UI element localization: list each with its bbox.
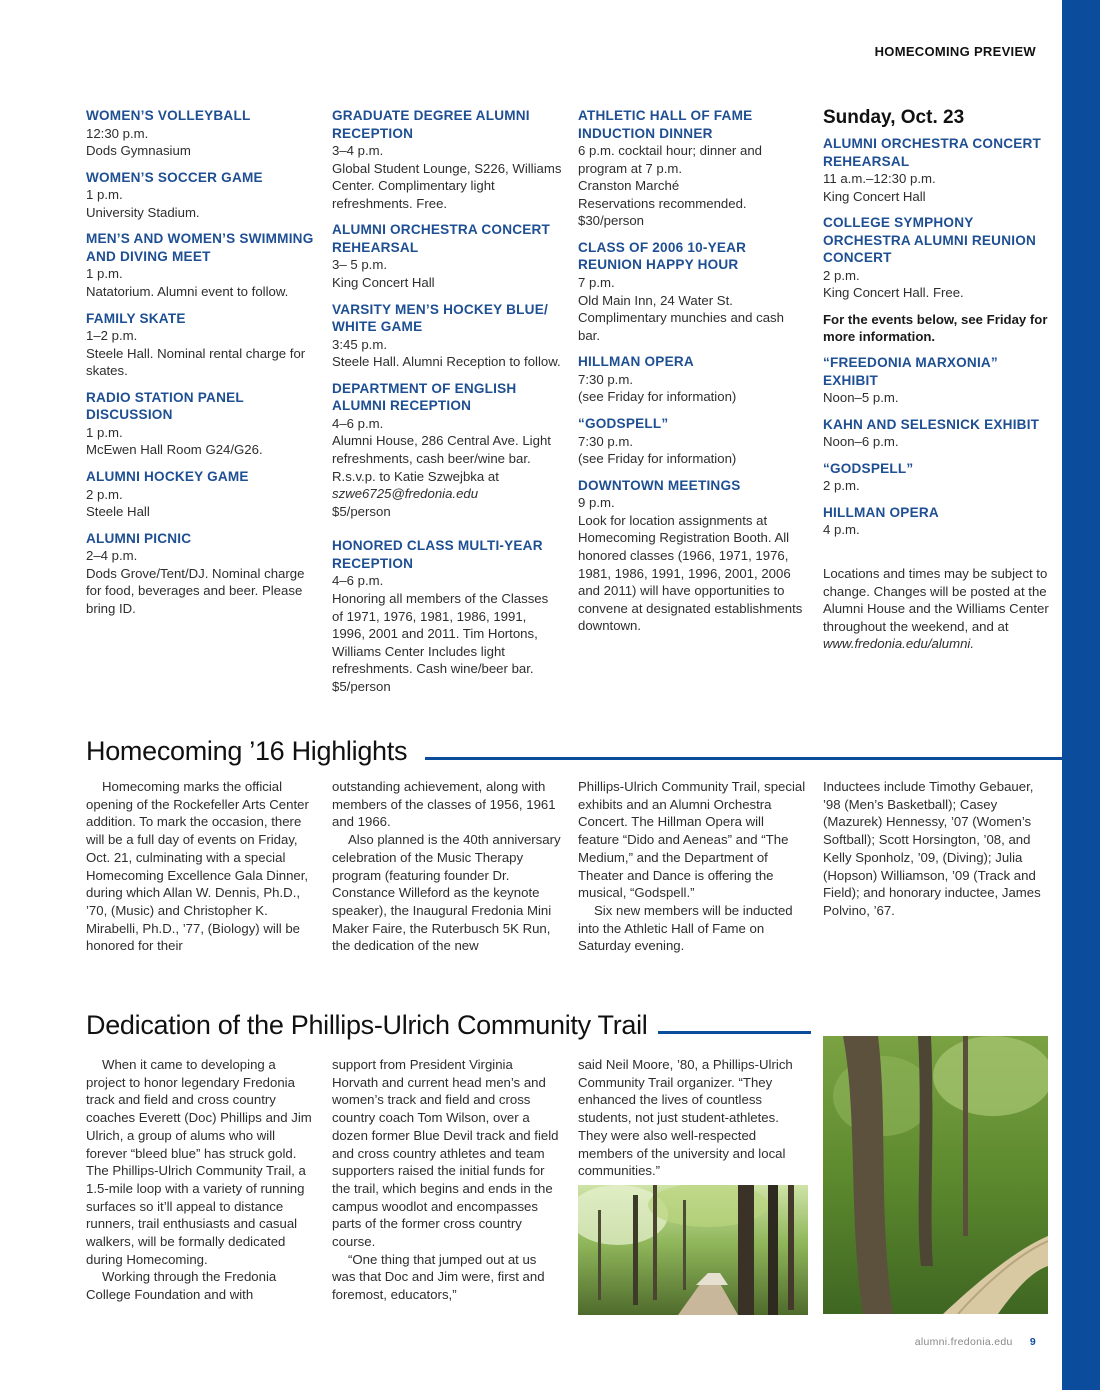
event-time: 12:30 p.m.: [86, 125, 149, 141]
event-item: [578, 415, 808, 468]
event-time: 3–4 p.m.: [332, 143, 384, 158]
event-time: 7:30 p.m.: [578, 371, 633, 387]
event-detail: Dods Grove/Tent/DJ. Nominal charge for food, beverages and beer. Please bring ID.: [86, 565, 305, 616]
event-price: $5/person: [332, 503, 391, 519]
event-time: 2 p.m.: [823, 267, 860, 283]
event-title: KAHN AND SELESNICK EXHIBIT: [823, 416, 1040, 432]
event-detail: King Concert Hall: [823, 188, 926, 204]
event-title: CLASS OF 2006 10-YEAR REUNION HAPPY HOUR: [578, 239, 747, 273]
event-detail: King Concert Hall. Free.: [823, 285, 964, 301]
page-number: 9: [1029, 1336, 1036, 1348]
page-footer: [915, 1336, 1036, 1348]
event-title: ALUMNI PICNIC: [86, 530, 192, 546]
event-title: DOWNTOWN MEETINGS: [578, 477, 741, 493]
event-item: [86, 530, 316, 618]
event-time: 7 p.m.: [578, 274, 615, 290]
event-item: [823, 460, 1053, 495]
schedule-column-1: [86, 107, 316, 627]
highlights-column-1: Homecoming marks the official opening of the Rockefeller Arts Center addition. To mark the occasion, there will be a full day of events on Friday, Oct. 21, culminating with a special Homecoming Excellence Gala Dinner, during which Allan W. Dennis, Ph.D., ’70, (Music) and Christopher K. Mirabelli, Ph.D., ’77, (Biology) will be honored for their: [86, 779, 309, 954]
event-item: [332, 107, 562, 212]
event-time: 4–6 p.m.: [332, 415, 384, 431]
event-item: [823, 504, 1053, 539]
event-title: “GODSPELL”: [823, 460, 914, 476]
see-friday-note: For the events below, see Friday for more information.: [823, 311, 1048, 345]
event-title: ALUMNI HOCKEY GAME: [86, 469, 249, 485]
event-item: [823, 354, 1053, 407]
dedication-column-1: When it came to developing a project to honor legendary Fredonia track and field and cross country coaches Everett (Doc) Phillips and Jim Ulrich, a group of alums who will forever “bleed blue” has struck gold. The Phillips-Ulrich Community Trail, a 1.5-mile loop with a variety of running surfaces so it’ll appeal to distance runners, trail enthusiasts and casual walkers, will be formally dedicated during Homecoming. Working through the Fredonia College Foundation and with: [86, 1057, 312, 1303]
event-item: [332, 301, 562, 371]
event-title: DEPARTMENT OF ENGLISH ALUMNI RECEPTION: [332, 380, 517, 414]
event-time: 3:45 p.m.: [332, 336, 387, 352]
event-detail: Cranston Marché: [578, 178, 680, 194]
highlights-title: Homecoming ’16 Highlights: [86, 736, 408, 766]
event-item: [578, 477, 808, 635]
event-item: [86, 468, 316, 521]
event-item: [578, 353, 808, 406]
heading-rule: [658, 1031, 811, 1034]
event-time: Noon–6 p.m.: [823, 434, 899, 450]
alumni-web-link[interactable]: www.fredonia.edu/alumni.: [823, 636, 975, 652]
event-detail: Alumni House, 286 Central Ave. Light refreshments, cash beer/wine bar. R.s.v.p. to Katie Szwejbka at: [332, 433, 551, 484]
event-detail: Global Student Lounge, S226, Williams Center. Complimentary light refreshments. Free.: [332, 160, 562, 211]
highlights-column-4: Inductees include Timothy Gebauer, ’98 (Men’s Basketball); Casey (Mazurek) Hennessy, ’07 (Women’s Softball); Scott Horsington, ’08, and Kelly Sponholz, ’09, (Diving); Julia (Hopson) Williamson, ’09 (Track and Field); and honorary inductee, James Polvino, ’67.: [823, 779, 1041, 918]
event-title: COLLEGE SYMPHONY ORCHESTRA ALUMNI REUNION CONCERT: [823, 215, 1036, 266]
event-detail: Honoring all members of the Classes of 1971, 1976, 1981, 1986, 1991, 1996, 2001 and 2011. Tim Hortons, Williams Center Includes light refreshments. Cash wine/beer bar. $5/person: [332, 590, 549, 694]
boardwalk-trail-photo: [823, 1036, 1048, 1314]
event-time: 9 p.m.: [578, 495, 615, 511]
dedication-title: Dedication of the Phillips-Ulrich Community Trail: [86, 1010, 648, 1040]
event-detail: Old Main Inn, 24 Water St. Complimentary munchies and cash bar.: [578, 292, 784, 343]
event-detail: Dods Gymnasium: [86, 143, 191, 159]
event-time: 2 p.m.: [86, 486, 123, 502]
schedule-column-3: [578, 107, 808, 644]
event-title: HILLMAN OPERA: [578, 354, 694, 370]
event-time: 2 p.m.: [823, 478, 860, 494]
event-title: HILLMAN OPERA: [823, 504, 939, 520]
event-detail: King Concert Hall: [332, 274, 435, 290]
footer-site[interactable]: alumni.fredonia.edu: [914, 1336, 1013, 1348]
event-detail: McEwen Hall Room G24/G26.: [86, 442, 263, 458]
event-item: [578, 107, 808, 230]
event-title: “GODSPELL”: [578, 416, 669, 432]
event-title: ALUMNI ORCHESTRA CONCERT REHEARSAL: [332, 222, 551, 255]
event-item: [86, 389, 316, 459]
event-time: 1 p.m.: [86, 266, 123, 282]
event-detail: Steele Hall. Nominal rental charge for skates.: [86, 345, 306, 379]
event-time: 1 p.m.: [86, 187, 123, 203]
event-title: “FREEDONIA MARXONIA” EXHIBIT: [823, 355, 998, 388]
event-detail: University Stadium.: [86, 204, 200, 220]
event-time: Noon–5 p.m.: [823, 390, 899, 406]
rsvp-email-link[interactable]: szwe6725@fredonia.edu: [332, 486, 479, 502]
day-title: Sunday, Oct. 23: [823, 107, 965, 128]
event-detail: (see Friday for information): [578, 389, 737, 405]
event-time: 1 p.m.: [86, 424, 123, 440]
event-time: 11 a.m.–12:30 p.m.: [823, 171, 936, 186]
schedule-disclaimer: Locations and times may be subject to change. Changes will be posted at the Alumni House and the Williams Center throughout the weekend, and at www.fredonia.edu/alumni.: [823, 565, 1049, 652]
event-detail: (see Friday for information): [578, 451, 737, 467]
schedule-column-2: [332, 107, 562, 704]
page-edge-blue-bar: [1062, 0, 1100, 1390]
event-item: [823, 214, 1053, 302]
highlights-column-3: Phillips-Ulrich Community Trail, special exhibits and an Alumni Orchestra Concert. The Hillman Opera will feature “Dido and Aeneas” and “The Medium,” and the Department of Theater and Dance is offering the musical, “Godspell.” Six new members will be inducted into the Athletic Hall of Fame on Saturday evening.: [578, 779, 806, 954]
event-detail: Natatorium. Alumni event to follow.: [86, 283, 289, 299]
event-detail: Look for location assignments at Homecoming Registration Booth. All honored classes (1966, 1971, 1976, 1981, 1986, 1991, 1996, 2001, 2006 and 2011) will have opportunities to convene at designated establishments downtown.: [578, 512, 803, 634]
schedule-column-4: [823, 107, 1053, 653]
event-title: GRADUATE DEGREE ALUMNI RECEPTION: [332, 108, 530, 141]
forest-trail-photo: [578, 1185, 808, 1315]
event-title: ALUMNI ORCHESTRA CONCERT REHEARSAL: [823, 136, 1042, 169]
heading-rule: [425, 757, 1062, 760]
event-item: [86, 310, 316, 380]
event-title: VARSITY MEN’S HOCKEY BLUE/ WHITE GAME: [332, 301, 548, 335]
event-time: 1–2 p.m.: [86, 328, 138, 344]
event-title: MEN’S AND WOMEN’S SWIMMING AND DIVING MEET: [86, 231, 314, 264]
event-item: [332, 221, 562, 291]
event-time: 4–6 p.m.: [332, 573, 384, 589]
event-detail: Reservations recommended.: [578, 195, 747, 211]
highlights-column-2: outstanding achievement, along with members of the classes of 1956, 1961 and 1966. Also planned is the 40th anniversary celebration of the Music Therapy program (featuring founder Dr. Constance Willeford as the keynote speaker), the Inaugural Fredonia Mini Maker Faire, the Ruterbusch 5K Run, the dedication of the new: [332, 779, 561, 954]
event-title: WOMEN’S SOCCER GAME: [86, 169, 263, 185]
event-item: [86, 230, 316, 300]
dedication-column-3: said Neil Moore, ’80, a Phillips-Ulrich Community Trail organizer. “They enhanced the lives of countless students, not just student-athletes. They were also well-respected members of the university and local communities.”: [578, 1057, 793, 1179]
event-detail: Steele Hall. Alumni Reception to follow.: [332, 354, 561, 370]
event-detail: Steele Hall: [86, 504, 150, 520]
event-item: [86, 107, 316, 160]
event-detail: $30/person: [578, 213, 644, 229]
event-item: [823, 135, 1053, 205]
event-time: 2–4 p.m.: [86, 548, 138, 564]
event-time: 4 p.m.: [823, 522, 860, 538]
dedication-column-2: support from President Virginia Horvath and current head men’s and women’s track and field and cross country coach Tom Wilson, over a dozen former Blue Devil track and field and cross country athletes and team supporters raised the initial funds for the trail, which begins and ends in the campus woodlot and encompasses parts of the former cross country course. “One thing that jumped out at us was that Doc and Jim were, first and foremost, educators,”: [332, 1057, 559, 1303]
running-head: HOMECOMING PREVIEW: [874, 44, 1036, 59]
dedication-heading: [86, 1009, 811, 1041]
event-time: 7:30 p.m.: [578, 433, 633, 449]
event-time: 6 p.m. cocktail hour; dinner and program at 7 p.m.: [578, 143, 762, 176]
highlights-heading: [86, 735, 1062, 767]
event-item: [86, 169, 316, 222]
event-title: FAMILY SKATE: [86, 310, 186, 326]
event-title: RADIO STATION PANEL DISCUSSION: [86, 389, 244, 423]
event-item: [823, 416, 1053, 451]
event-time: 3– 5 p.m.: [332, 257, 387, 273]
event-item: [578, 239, 808, 344]
event-title: ATHLETIC HALL OF FAME INDUCTION DINNER: [578, 108, 753, 141]
event-item: [332, 380, 562, 521]
event-item: [332, 537, 562, 695]
event-title: HONORED CLASS MULTI-YEAR RECEPTION: [332, 538, 543, 571]
event-title: WOMEN’S VOLLEYBALL: [86, 108, 251, 123]
